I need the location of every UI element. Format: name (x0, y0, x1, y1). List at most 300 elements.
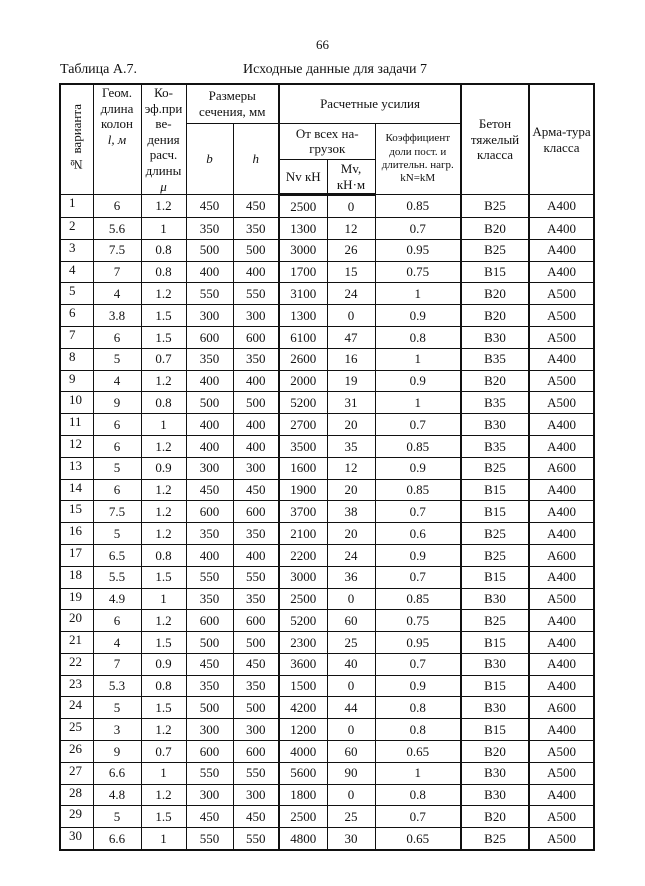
cell-rebar: A400 (529, 479, 594, 501)
header-N: Nv кН (279, 160, 327, 195)
cell-h: 300 (233, 719, 279, 741)
cell-variant: 3 (60, 239, 93, 261)
cell-length: 3.8 (93, 305, 141, 327)
cell-rebar: A400 (529, 653, 594, 675)
cell-length: 5.5 (93, 566, 141, 588)
cell-coef: 1 (141, 217, 186, 239)
cell-b: 600 (186, 610, 233, 632)
header-sizes: Размеры сечения, мм (186, 84, 279, 123)
cell-length: 5 (93, 348, 141, 370)
cell-m: 24 (327, 544, 375, 566)
cell-k: 0.8 (375, 697, 461, 719)
cell-concrete: B15 (461, 501, 529, 523)
cell-concrete: B20 (461, 741, 529, 763)
cell-n: 2000 (279, 370, 327, 392)
cell-concrete: B30 (461, 697, 529, 719)
table-row (60, 588, 594, 610)
cell-b: 550 (186, 828, 233, 850)
table-row (60, 784, 594, 806)
cell-m: 16 (327, 348, 375, 370)
cell-variant: 15 (60, 501, 93, 523)
cell-n: 1200 (279, 719, 327, 741)
cell-variant: 4 (60, 261, 93, 283)
cell-k: 1 (375, 283, 461, 305)
cell-coef: 1.5 (141, 806, 186, 828)
cell-rebar: A500 (529, 806, 594, 828)
cell-concrete: B20 (461, 806, 529, 828)
cell-coef: 0.8 (141, 239, 186, 261)
table-row (60, 283, 594, 305)
data-table (59, 83, 595, 851)
cell-k: 0.7 (375, 414, 461, 436)
cell-variant: 9 (60, 370, 93, 392)
cell-b: 400 (186, 261, 233, 283)
cell-coef: 1.5 (141, 326, 186, 348)
cell-coef: 1.2 (141, 435, 186, 457)
cell-concrete: B30 (461, 414, 529, 436)
cell-n: 1500 (279, 675, 327, 697)
cell-concrete: B35 (461, 392, 529, 414)
cell-b: 600 (186, 326, 233, 348)
cell-h: 350 (233, 675, 279, 697)
cell-m: 0 (327, 784, 375, 806)
header-length: Геом. длина колон l, м (93, 84, 141, 195)
cell-n: 1900 (279, 479, 327, 501)
cell-coef: 0.7 (141, 348, 186, 370)
cell-h: 350 (233, 217, 279, 239)
cell-concrete: B15 (461, 719, 529, 741)
cell-variant: 19 (60, 588, 93, 610)
cell-b: 400 (186, 414, 233, 436)
cell-k: 0.7 (375, 653, 461, 675)
cell-rebar: A400 (529, 195, 594, 218)
cell-m: 40 (327, 653, 375, 675)
cell-h: 550 (233, 283, 279, 305)
cell-variant: 11 (60, 414, 93, 436)
cell-b: 600 (186, 741, 233, 763)
cell-concrete: B30 (461, 762, 529, 784)
cell-rebar: A400 (529, 239, 594, 261)
cell-k: 0.9 (375, 675, 461, 697)
cell-h: 450 (233, 806, 279, 828)
cell-rebar: A400 (529, 675, 594, 697)
cell-concrete: B15 (461, 566, 529, 588)
table-row (60, 370, 594, 392)
cell-coef: 0.8 (141, 261, 186, 283)
cell-k: 0.9 (375, 544, 461, 566)
cell-concrete: B15 (461, 261, 529, 283)
cell-coef: 1 (141, 828, 186, 850)
cell-b: 350 (186, 523, 233, 545)
cell-variant: 27 (60, 762, 93, 784)
table-row (60, 435, 594, 457)
cell-b: 450 (186, 806, 233, 828)
cell-coef: 1 (141, 588, 186, 610)
cell-n: 2500 (279, 806, 327, 828)
table-row (60, 305, 594, 327)
cell-m: 44 (327, 697, 375, 719)
cell-coef: 0.8 (141, 544, 186, 566)
cell-coef: 1.2 (141, 195, 186, 218)
cell-variant: 30 (60, 828, 93, 850)
cell-length: 6 (93, 326, 141, 348)
header-k: Коэффициент доли пост. и длительн. нагр. kN=kM (375, 123, 461, 195)
cell-n: 3700 (279, 501, 327, 523)
header-h: h (233, 123, 279, 195)
cell-variant: 25 (60, 719, 93, 741)
cell-variant: 26 (60, 741, 93, 763)
cell-n: 5200 (279, 610, 327, 632)
table-row (60, 719, 594, 741)
cell-k: 0.95 (375, 239, 461, 261)
cell-variant: 8 (60, 348, 93, 370)
cell-rebar: A400 (529, 784, 594, 806)
cell-h: 350 (233, 348, 279, 370)
cell-h: 600 (233, 326, 279, 348)
cell-variant: 23 (60, 675, 93, 697)
header-variant: № варианта (60, 84, 93, 195)
cell-h: 450 (233, 653, 279, 675)
cell-length: 7 (93, 653, 141, 675)
cell-m: 0 (327, 195, 375, 218)
cell-length: 6 (93, 479, 141, 501)
cell-m: 60 (327, 610, 375, 632)
cell-length: 4.9 (93, 588, 141, 610)
cell-m: 26 (327, 239, 375, 261)
cell-k: 0.75 (375, 610, 461, 632)
cell-concrete: B30 (461, 588, 529, 610)
cell-h: 300 (233, 457, 279, 479)
cell-concrete: B30 (461, 653, 529, 675)
table-row (60, 501, 594, 523)
cell-h: 450 (233, 195, 279, 218)
cell-length: 5 (93, 806, 141, 828)
cell-length: 5 (93, 457, 141, 479)
cell-m: 0 (327, 719, 375, 741)
cell-h: 300 (233, 784, 279, 806)
cell-b: 400 (186, 370, 233, 392)
cell-k: 0.8 (375, 719, 461, 741)
table-body (60, 195, 594, 850)
cell-h: 400 (233, 544, 279, 566)
header-concrete: Бетон тяжелый класса (461, 84, 529, 195)
cell-variant: 16 (60, 523, 93, 545)
cell-coef: 0.8 (141, 392, 186, 414)
cell-n: 3600 (279, 653, 327, 675)
cell-rebar: A400 (529, 261, 594, 283)
table-row (60, 806, 594, 828)
cell-rebar: A400 (529, 414, 594, 436)
cell-length: 7 (93, 261, 141, 283)
cell-m: 20 (327, 523, 375, 545)
header-rebar: Арма-тура класса (529, 84, 594, 195)
cell-length: 4 (93, 632, 141, 654)
cell-h: 350 (233, 588, 279, 610)
cell-m: 31 (327, 392, 375, 414)
cell-length: 4 (93, 283, 141, 305)
cell-rebar: A400 (529, 610, 594, 632)
cell-b: 450 (186, 195, 233, 218)
table-row (60, 828, 594, 850)
cell-h: 600 (233, 501, 279, 523)
cell-rebar: A500 (529, 283, 594, 305)
cell-h: 600 (233, 610, 279, 632)
cell-k: 1 (375, 762, 461, 784)
cell-rebar: A600 (529, 697, 594, 719)
table-row (60, 457, 594, 479)
cell-k: 0.95 (375, 632, 461, 654)
cell-rebar: A500 (529, 370, 594, 392)
cell-coef: 1.2 (141, 610, 186, 632)
cell-h: 350 (233, 523, 279, 545)
cell-variant: 13 (60, 457, 93, 479)
cell-concrete: B15 (461, 675, 529, 697)
cell-length: 6 (93, 435, 141, 457)
cell-b: 350 (186, 348, 233, 370)
cell-k: 0.6 (375, 523, 461, 545)
cell-m: 35 (327, 435, 375, 457)
cell-m: 38 (327, 501, 375, 523)
cell-coef: 1.2 (141, 784, 186, 806)
cell-n: 1300 (279, 217, 327, 239)
cell-m: 60 (327, 741, 375, 763)
cell-k: 0.7 (375, 806, 461, 828)
cell-rebar: A400 (529, 348, 594, 370)
table-row (60, 632, 594, 654)
cell-k: 0.8 (375, 784, 461, 806)
cell-b: 550 (186, 283, 233, 305)
cell-m: 47 (327, 326, 375, 348)
cell-h: 550 (233, 762, 279, 784)
table-row (60, 675, 594, 697)
cell-n: 1300 (279, 305, 327, 327)
cell-h: 550 (233, 828, 279, 850)
cell-n: 1600 (279, 457, 327, 479)
cell-n: 3000 (279, 239, 327, 261)
header-b: b (186, 123, 233, 195)
cell-h: 450 (233, 479, 279, 501)
cell-n: 2300 (279, 632, 327, 654)
table-row (60, 566, 594, 588)
cell-coef: 0.7 (141, 741, 186, 763)
cell-b: 500 (186, 239, 233, 261)
table-label: Таблица А.7. (60, 62, 137, 77)
cell-n: 3100 (279, 283, 327, 305)
cell-rebar: A400 (529, 632, 594, 654)
cell-b: 500 (186, 632, 233, 654)
cell-concrete: B15 (461, 632, 529, 654)
table-row (60, 697, 594, 719)
cell-n: 2500 (279, 588, 327, 610)
cell-length: 7.5 (93, 239, 141, 261)
cell-length: 6.6 (93, 762, 141, 784)
cell-b: 350 (186, 588, 233, 610)
cell-b: 300 (186, 719, 233, 741)
table-row (60, 741, 594, 763)
cell-concrete: B35 (461, 348, 529, 370)
cell-n: 5600 (279, 762, 327, 784)
cell-h: 300 (233, 305, 279, 327)
cell-concrete: B30 (461, 784, 529, 806)
cell-length: 7.5 (93, 501, 141, 523)
cell-k: 0.9 (375, 370, 461, 392)
cell-m: 15 (327, 261, 375, 283)
table-row (60, 762, 594, 784)
cell-coef: 1.5 (141, 566, 186, 588)
cell-concrete: B20 (461, 370, 529, 392)
cell-n: 3000 (279, 566, 327, 588)
cell-concrete: B25 (461, 239, 529, 261)
cell-b: 500 (186, 697, 233, 719)
cell-k: 0.9 (375, 457, 461, 479)
cell-k: 0.7 (375, 217, 461, 239)
cell-k: 0.75 (375, 261, 461, 283)
cell-variant: 29 (60, 806, 93, 828)
cell-h: 500 (233, 392, 279, 414)
cell-rebar: A500 (529, 305, 594, 327)
cell-length: 5.6 (93, 217, 141, 239)
cell-k: 0.7 (375, 566, 461, 588)
cell-variant: 28 (60, 784, 93, 806)
cell-rebar: A400 (529, 501, 594, 523)
cell-m: 30 (327, 828, 375, 850)
cell-concrete: B25 (461, 523, 529, 545)
table-row (60, 239, 594, 261)
cell-b: 550 (186, 762, 233, 784)
table-row (60, 544, 594, 566)
cell-n: 1700 (279, 261, 327, 283)
cell-k: 0.85 (375, 588, 461, 610)
cell-m: 0 (327, 588, 375, 610)
cell-n: 2700 (279, 414, 327, 436)
cell-variant: 6 (60, 305, 93, 327)
cell-concrete: B25 (461, 828, 529, 850)
cell-variant: 17 (60, 544, 93, 566)
cell-k: 0.85 (375, 435, 461, 457)
cell-variant: 20 (60, 610, 93, 632)
cell-coef: 1.2 (141, 523, 186, 545)
cell-rebar: A600 (529, 457, 594, 479)
cell-n: 1800 (279, 784, 327, 806)
cell-b: 500 (186, 392, 233, 414)
table-row (60, 610, 594, 632)
table-row (60, 479, 594, 501)
cell-b: 400 (186, 544, 233, 566)
cell-coef: 0.8 (141, 675, 186, 697)
cell-n: 3500 (279, 435, 327, 457)
cell-length: 5 (93, 697, 141, 719)
cell-k: 0.8 (375, 326, 461, 348)
cell-length: 5.3 (93, 675, 141, 697)
cell-rebar: A600 (529, 544, 594, 566)
cell-variant: 21 (60, 632, 93, 654)
cell-m: 20 (327, 479, 375, 501)
cell-rebar: A500 (529, 392, 594, 414)
page-number: 66 (316, 37, 329, 52)
cell-m: 25 (327, 806, 375, 828)
cell-coef: 1 (141, 762, 186, 784)
cell-variant: 24 (60, 697, 93, 719)
table-title: Исходные данные для задачи 7 (243, 62, 427, 77)
cell-rebar: A400 (529, 523, 594, 545)
cell-variant: 7 (60, 326, 93, 348)
cell-b: 300 (186, 784, 233, 806)
header-forces: Расчетные усилия (279, 84, 461, 123)
cell-b: 550 (186, 566, 233, 588)
cell-length: 3 (93, 719, 141, 741)
table-row (60, 261, 594, 283)
cell-length: 6 (93, 195, 141, 218)
cell-variant: 22 (60, 653, 93, 675)
cell-m: 12 (327, 457, 375, 479)
cell-k: 0.85 (375, 479, 461, 501)
cell-m: 19 (327, 370, 375, 392)
cell-h: 500 (233, 697, 279, 719)
cell-coef: 1.5 (141, 632, 186, 654)
table-row (60, 195, 594, 218)
cell-n: 6100 (279, 326, 327, 348)
cell-h: 400 (233, 261, 279, 283)
table-row (60, 348, 594, 370)
cell-variant: 5 (60, 283, 93, 305)
cell-b: 450 (186, 479, 233, 501)
table-row (60, 523, 594, 545)
cell-coef: 0.9 (141, 653, 186, 675)
cell-coef: 1.5 (141, 305, 186, 327)
cell-rebar: A400 (529, 719, 594, 741)
cell-length: 5 (93, 523, 141, 545)
cell-m: 0 (327, 305, 375, 327)
cell-rebar: A500 (529, 741, 594, 763)
cell-n: 2100 (279, 523, 327, 545)
cell-length: 6 (93, 414, 141, 436)
cell-n: 4000 (279, 741, 327, 763)
cell-k: 1 (375, 348, 461, 370)
cell-n: 4200 (279, 697, 327, 719)
cell-variant: 10 (60, 392, 93, 414)
cell-b: 600 (186, 501, 233, 523)
cell-variant: 1 (60, 195, 93, 218)
cell-b: 450 (186, 653, 233, 675)
cell-concrete: B20 (461, 217, 529, 239)
cell-b: 300 (186, 457, 233, 479)
table-row (60, 414, 594, 436)
cell-h: 400 (233, 414, 279, 436)
cell-concrete: B30 (461, 326, 529, 348)
cell-rebar: A400 (529, 217, 594, 239)
cell-concrete: B25 (461, 610, 529, 632)
cell-m: 0 (327, 675, 375, 697)
header-M: Mv, кН·м (327, 160, 375, 195)
cell-rebar: A500 (529, 828, 594, 850)
cell-k: 0.85 (375, 195, 461, 218)
cell-rebar: A500 (529, 762, 594, 784)
table-row (60, 326, 594, 348)
cell-k: 0.7 (375, 501, 461, 523)
header-coef: Ко-эф.при ве-дения расч. длины μ (141, 84, 186, 195)
cell-m: 12 (327, 217, 375, 239)
cell-concrete: B25 (461, 544, 529, 566)
cell-m: 24 (327, 283, 375, 305)
cell-coef: 0.9 (141, 457, 186, 479)
cell-n: 2600 (279, 348, 327, 370)
cell-h: 500 (233, 632, 279, 654)
cell-rebar: A500 (529, 326, 594, 348)
cell-length: 4.8 (93, 784, 141, 806)
cell-length: 9 (93, 392, 141, 414)
cell-coef: 1.2 (141, 283, 186, 305)
cell-coef: 1.2 (141, 370, 186, 392)
